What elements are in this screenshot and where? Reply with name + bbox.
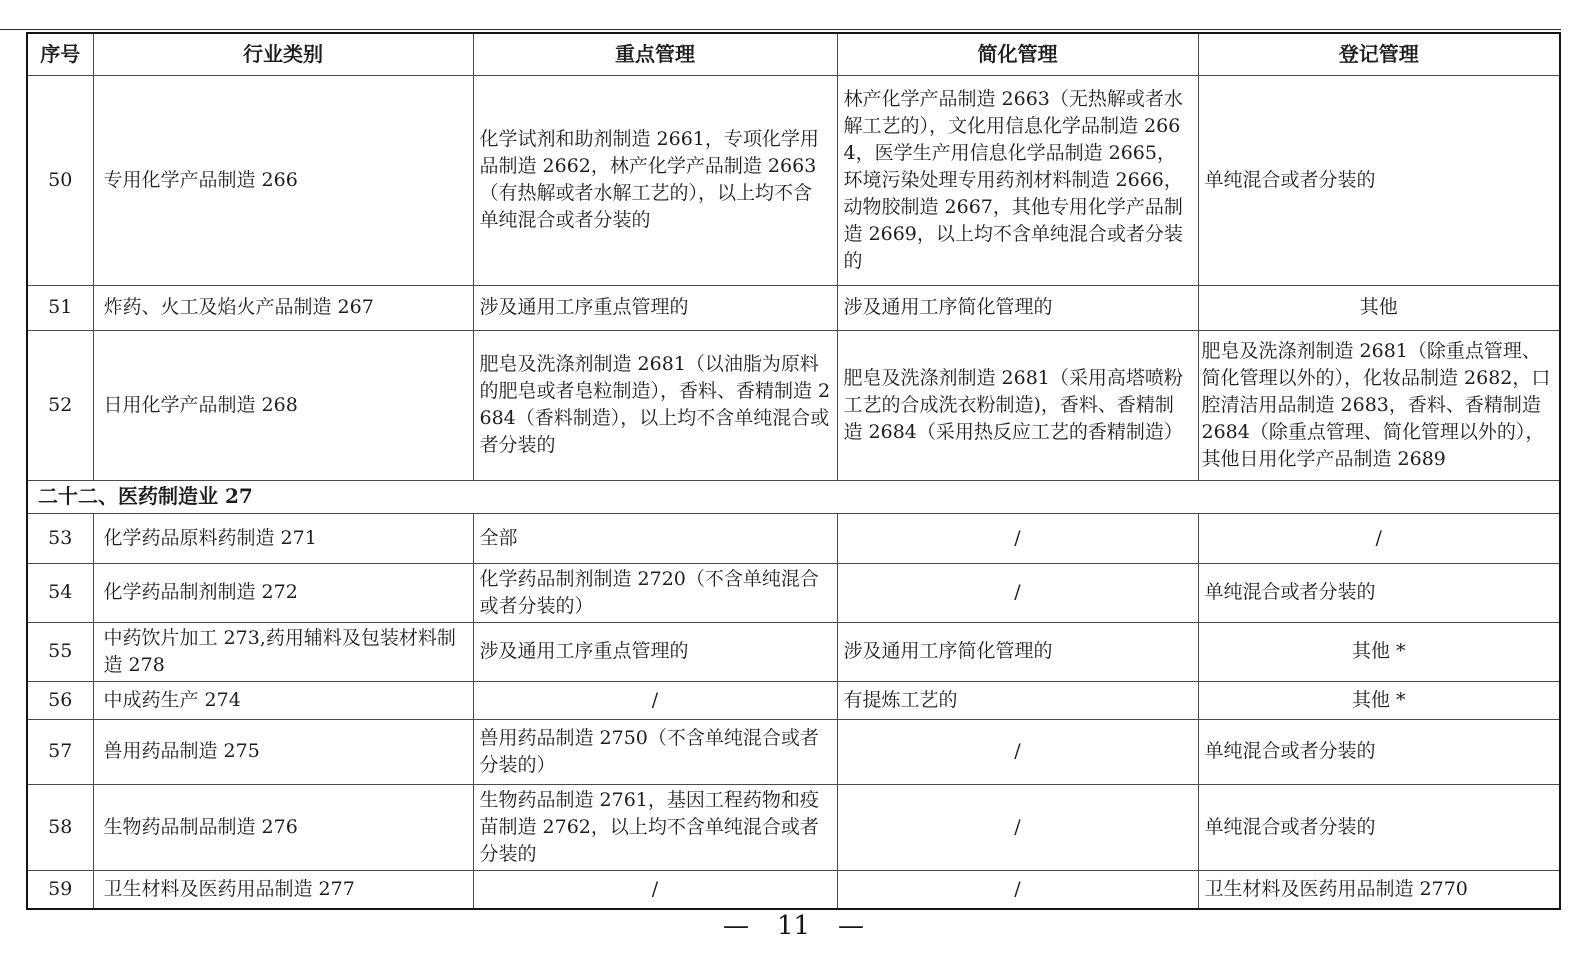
registration-mgmt-cell: 单纯混合或者分装的 (1198, 784, 1560, 870)
table-row (27, 513, 1560, 563)
simplified-mgmt-cell: / (837, 563, 1198, 622)
col-header-key-management: 重点管理 (473, 33, 837, 75)
key-mgmt-cell: 全部 (473, 513, 837, 563)
key-mgmt-cell: 生物药品制造 2761，基因工程药物和疫苗制造 2762，以上均不含单纯混合或者分装的 (473, 784, 837, 870)
col-header-serial: 序号 (27, 33, 93, 75)
registration-mgmt-cell: 单纯混合或者分装的 (1198, 75, 1560, 285)
serial-cell: 56 (27, 681, 93, 719)
key-mgmt-cell: 化学药品制剂制造 2720（不含单纯混合或者分装的） (473, 563, 837, 622)
industry-cell: 中药饮片加工 273,药用辅料及包装材料制造 278 (93, 622, 473, 681)
industry-cell: 炸药、火工及焰火产品制造 267 (93, 285, 473, 330)
section-header: 二十二、医药制造业 27 (27, 480, 1560, 513)
registration-mgmt-cell: 肥皂及洗涤剂制造 2681（除重点管理、简化管理以外的），化妆品制造 2682，口腔清洁用品制造 2683，香料、香精制造 2684（除重点管理、简化管理以外的），其他日用化学产品制造 2689 (1198, 330, 1560, 480)
registration-mgmt-cell: 单纯混合或者分装的 (1198, 719, 1560, 784)
simplified-mgmt-cell: 涉及通用工序简化管理的 (837, 285, 1198, 330)
serial-cell: 57 (27, 719, 93, 784)
serial-cell: 51 (27, 285, 93, 330)
registration-mgmt-cell: 其他 * (1198, 622, 1560, 681)
page-number: 11 (776, 911, 811, 941)
simplified-mgmt-cell: / (837, 719, 1198, 784)
registration-mgmt-cell: / (1198, 513, 1560, 563)
industry-cell: 生物药品制品制造 276 (93, 784, 473, 870)
table-row (27, 681, 1560, 719)
table-row (27, 75, 1560, 285)
registration-mgmt-cell: 其他 (1198, 285, 1560, 330)
footer-dash-left: — (722, 911, 749, 941)
table-row (27, 330, 1560, 480)
key-mgmt-cell: / (473, 870, 837, 909)
table-row (27, 870, 1560, 909)
key-mgmt-cell: 兽用药品制造 2750（不含单纯混合或者分装的） (473, 719, 837, 784)
key-mgmt-cell: / (473, 681, 837, 719)
table-row (27, 784, 1560, 870)
page-top-rule (0, 29, 1561, 30)
col-header-registration-management: 登记管理 (1198, 33, 1560, 75)
footer-dash-right: — (838, 911, 865, 941)
col-header-industry: 行业类别 (93, 33, 473, 75)
industry-cell: 日用化学产品制造 268 (93, 330, 473, 480)
key-mgmt-cell: 肥皂及洗涤剂制造 2681（以油脂为原料的肥皂或者皂粒制造），香料、香精制造 2684（香料制造），以上均不含单纯混合或者分装的 (473, 330, 837, 480)
page-footer (0, 911, 1587, 941)
serial-cell: 50 (27, 75, 93, 285)
simplified-mgmt-cell: 林产化学产品制造 2663（无热解或者水解工艺的），文化用信息化学品制造 2664，医学生产用信息化学品制造 2665，环境污染处理专用药剂材料制造 2666，动物胶制造 2667，其他专用化学产品制造 2669，以上均不含单纯混合或者分装的 (837, 75, 1198, 285)
key-mgmt-cell: 涉及通用工序重点管理的 (473, 622, 837, 681)
classification-table (26, 32, 1561, 910)
registration-mgmt-cell: 其他 * (1198, 681, 1560, 719)
table-row (27, 285, 1560, 330)
key-mgmt-cell: 化学试剂和助剂制造 2661，专项化学用品制造 2662，林产化学产品制造 2663（有热解或者水解工艺的），以上均不含单纯混合或者分装的 (473, 75, 837, 285)
simplified-mgmt-cell: / (837, 870, 1198, 909)
serial-cell: 58 (27, 784, 93, 870)
industry-cell: 中成药生产 274 (93, 681, 473, 719)
table-row (27, 622, 1560, 681)
registration-mgmt-cell: 单纯混合或者分装的 (1198, 563, 1560, 622)
table-row (27, 563, 1560, 622)
key-mgmt-cell: 涉及通用工序重点管理的 (473, 285, 837, 330)
table-row (27, 719, 1560, 784)
industry-cell: 化学药品原料药制造 271 (93, 513, 473, 563)
serial-cell: 55 (27, 622, 93, 681)
serial-cell: 59 (27, 870, 93, 909)
simplified-mgmt-cell: 涉及通用工序简化管理的 (837, 622, 1198, 681)
serial-cell: 54 (27, 563, 93, 622)
industry-cell: 兽用药品制造 275 (93, 719, 473, 784)
section-header-row (27, 480, 1560, 513)
simplified-mgmt-cell: 有提炼工艺的 (837, 681, 1198, 719)
simplified-mgmt-cell: / (837, 784, 1198, 870)
industry-cell: 专用化学产品制造 266 (93, 75, 473, 285)
industry-cell: 卫生材料及医药用品制造 277 (93, 870, 473, 909)
simplified-mgmt-cell: / (837, 513, 1198, 563)
simplified-mgmt-cell: 肥皂及洗涤剂制造 2681（采用高塔喷粉工艺的合成洗衣粉制造)，香料、香精制造 2684（采用热反应工艺的香精制造） (837, 330, 1198, 480)
serial-cell: 53 (27, 513, 93, 563)
header-row (27, 33, 1560, 75)
serial-cell: 52 (27, 330, 93, 480)
industry-cell: 化学药品制剂制造 272 (93, 563, 473, 622)
registration-mgmt-cell: 卫生材料及医药用品制造 2770 (1198, 870, 1560, 909)
col-header-simplified-management: 简化管理 (837, 33, 1198, 75)
